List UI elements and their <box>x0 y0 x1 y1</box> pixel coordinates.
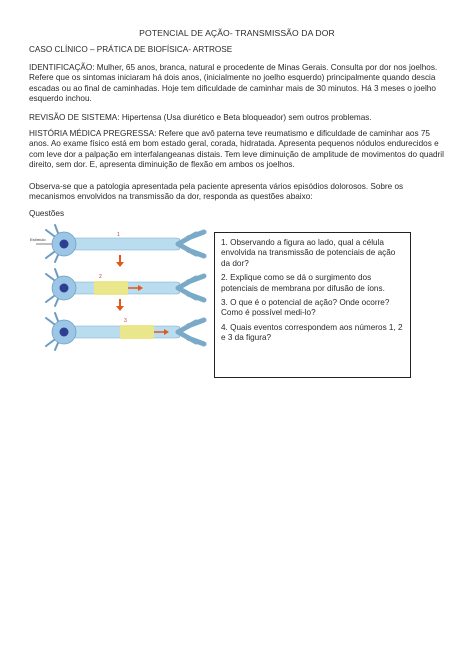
axon-terminal-2 <box>178 276 204 300</box>
medical-history-paragraph: HISTÓRIA MÉDICA PREGRESSA: Refere que avô paterna teve reumatismo e dificuldade de caminhar aos 75 anos. Ao exame físico está em bom estado geral, corada, hidratada. Apresenta pequenos nódulos endurecidos e com leve dor a palpação em interfalangeanas distais. Tem leve diminuição de amplitude de movimentos do quadril direito, sem dor. E, apresenta diminuição de flexão em ambos os joelhos. <box>29 129 444 170</box>
down-arrow-head-1 <box>116 262 124 267</box>
down-arrow-head-2 <box>116 306 124 311</box>
axon-terminal-3 <box>178 320 204 344</box>
depolarized-region-2 <box>94 281 128 295</box>
nucleus-3 <box>60 328 69 337</box>
question-2: 2. Explique como se dá o surgimento dos potenciais de membrana por difusão de íons. <box>221 273 385 293</box>
neuron-panel-3 <box>46 313 204 350</box>
case-subtitle: CASO CLÍNICO – PRÁTICA DE BIOFÍSICA- ARTROSE <box>29 45 233 54</box>
nucleus-2 <box>60 284 69 293</box>
nucleus-1 <box>60 240 69 249</box>
neuron-panel-2 <box>46 269 204 311</box>
axon-terminal-1 <box>178 232 204 256</box>
system-review-paragraph: REVISÃO DE SISTEMA: Hipertensa (Usa diurético e Beta bloqueador) sem outros problemas. <box>29 113 372 122</box>
questions-box <box>214 232 411 378</box>
question-4: 4. Quais eventos correspondem aos números 1, 2 e 3 da figura? <box>221 322 403 343</box>
document-title: POTENCIAL DE AÇÃO- TRANSMISSÃO DA DOR <box>139 28 335 38</box>
stimulus-label: Estímulo <box>30 237 46 242</box>
marker-3: 3 <box>124 318 127 324</box>
question-1: 1. Observando a figura ao lado, qual a célula envolvida na transmissão de potenciais de ação da dor? <box>221 238 396 268</box>
neuron-panel-1 <box>30 225 204 267</box>
axon-1 <box>72 238 180 250</box>
questions-heading: Questões <box>29 209 65 218</box>
neuron-action-potential-figure <box>28 222 210 362</box>
depolarized-region-3 <box>120 325 154 339</box>
marker-2: 2 <box>99 274 102 280</box>
marker-1: 1 <box>117 232 120 238</box>
identification-paragraph: IDENTIFICAÇÃO: Mulher, 65 anos, branca, natural e procedente de Minas Gerais. Consulta por dor nos joelhos. Refere que os sintomas iniciaram há dois anos, (inicialmente no joelho esquerdo) principalmente quando descia escadas ou ao final de caminhadas. Hoje tem dificuldade de caminhar mais de 30 minutos. Há 3 meses o joelho esquerdo inchou. <box>29 63 438 104</box>
question-3: 3. O que é o potencial de ação? Onde ocorre? Como é possível medi-lo? <box>221 298 390 318</box>
instructions-paragraph: Observa-se que a patologia apresentada pela paciente apresenta vários episódios dolorosos. Sobre os mecanismos envolvidos na transmissão da dor, responda as questões abaixo: <box>29 182 404 202</box>
